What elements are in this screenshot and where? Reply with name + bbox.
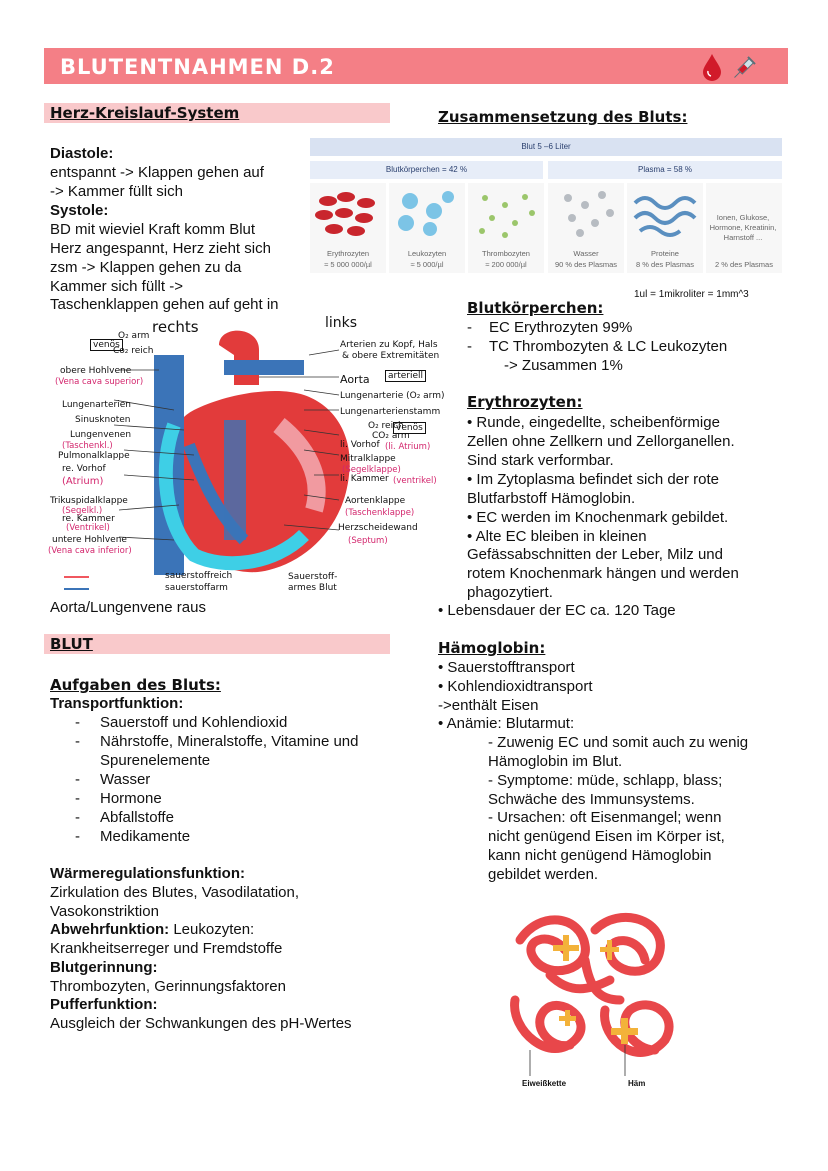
cell-ionen-name: Ionen, Glukose, Hormone, Kreatinin, Harnstoff ... (709, 213, 777, 242)
transport-item-1: Sauerstoff und Kohlendioxid (100, 714, 288, 731)
diastole-line-2: -> Kammer füllt sich (50, 183, 183, 200)
blutkoerperchen-title: Blutkörperchen: (467, 299, 604, 317)
transport-item-5: Abfallstoffe (100, 809, 174, 826)
lebensdauer: • Lebensdauer der EC ca. 120 Tage (438, 602, 676, 619)
systole-line-2: Herz angespannt, Herz zieht sich (50, 240, 271, 257)
heart-label-li-ventrikel: (ventrikel) (393, 476, 437, 486)
heart-label-untere-hohlvene: untere Hohlvene (52, 535, 127, 545)
heart-label-segelkl: (Segelklappe) (342, 465, 401, 475)
cell-ionen-value: 2 % des Plasmas (715, 260, 773, 269)
systole-label: Systole: (50, 202, 109, 219)
heart-label-links: links (325, 315, 358, 331)
cell-thr-name: Thrombozyten (482, 249, 530, 258)
heart-label-obere-extr: & obere Extremitäten (342, 351, 440, 361)
heart-label-venos: venös (90, 339, 123, 351)
cell-ery-name: Erythrozyten (326, 249, 370, 258)
haemoglobin-title: Hämoglobin: (438, 639, 546, 657)
heart-label-re-vorhof: re. Vorhof (62, 464, 106, 474)
heart-label-re-kammer: re. Kammer (62, 514, 115, 524)
heart-label-lungenvenen: Lungenvenen (70, 430, 132, 440)
anaemie-line-4: Schwäche des Immunsystems. (488, 791, 695, 808)
heart-label-aortenklappe: Aortenklappe (345, 496, 406, 506)
puffer-label: Pufferfunktion: (50, 996, 158, 1013)
heart-label-pulmonal: Pulmonalklappe (58, 451, 130, 461)
heart-label-segel: (Segelkl.) (62, 506, 103, 516)
anaemie-line-7: kann nicht genügend Hämoglobin (488, 847, 712, 864)
transport-item-4: Hormone (100, 790, 162, 807)
bk-item-2: TC Thrombozyten & LC Leukozyten (489, 338, 728, 355)
cell-wasser-name: Wasser (573, 249, 599, 258)
waerme-line-2: Vasokonstriktion (50, 903, 159, 920)
diastole-line-1: entspannt -> Klappen gehen auf (50, 164, 264, 181)
systole-line-1: BD mit wieviel Kraft komm Blut (50, 221, 256, 238)
anaemie-line-5: - Ursachen: oft Eisenmangel; wenn (488, 809, 722, 826)
systole-line-3: zsm -> Klappen gehen zu da (50, 259, 242, 276)
haemo-line-2: • Kohlendioxidtransport (438, 678, 593, 695)
gerinnung-line: Thrombozyten, Gerinnungsfaktoren (50, 978, 286, 995)
heart-label-li-vorhof: li. Vorhof (340, 440, 380, 450)
abwehr-inline: Leukozyten: (169, 921, 255, 938)
puffer-line: Ausgleich der Schwankungen des pH-Wertes (50, 1015, 352, 1032)
ery-line-2: Zellen ohne Zellkern und Zellorganellen. (467, 433, 735, 450)
heart-label-lungenarterienstamm: Lungenarterienstamm (340, 407, 441, 417)
abwehr-label: Abwehrfunktion: (50, 921, 170, 938)
heart-label-vena-cava-sup: (Vena cava superior) (55, 377, 144, 387)
abwehr-line: Krankheitserreger und Fremdstoffe (50, 940, 283, 957)
heart-label-o2reich: O₂ reich (368, 421, 404, 431)
section-title-herz: Herz-Kreislauf-System (50, 104, 240, 122)
heart-label-o2arm: O₂ arm (118, 331, 150, 341)
anaemie-line-6: nicht genügend Eisen im Körper ist, (488, 828, 725, 845)
aufgaben-title: Aufgaben des Bluts: (50, 676, 221, 694)
transport-item-2-cont: Spurenelemente (100, 752, 211, 769)
heart-label-sauerstoffarmes: Sauerstoff- (288, 572, 338, 582)
protein-label-haem: Häm (628, 1079, 646, 1088)
transport-item-6: Medikamente (100, 828, 191, 845)
heart-label-lungenarterie-o2: Lungenarterie (O₂ arm) (340, 391, 445, 401)
haemoglobin-illustration (490, 900, 690, 1080)
anaemie-line-3: - Symptome: müde, schlapp, blass; (488, 772, 723, 789)
heart-label-sinusknoten: Sinusknoten (75, 415, 131, 425)
systole-line-4: Kammer sich füllt -> (50, 278, 183, 295)
ery-line-7: • Alte EC bleiben in kleinen (467, 528, 647, 545)
diastole-label: Diastole: (50, 145, 114, 162)
table-group-plasma: Plasma = 58 % (548, 161, 782, 179)
heart-legend-reich: sauerstoffreich (165, 571, 233, 581)
ery-line-8: Gefässabschnitten der Leber, Milz und (467, 546, 723, 563)
heart-label-ventrikel: (Ventrikel) (66, 523, 110, 533)
abwehr-line-head (50, 920, 254, 939)
transport-list: - Sauerstoff und Kohlendioxid - Nährstoffe, Mineralstoffe, Vitamine und Spurenelemente - Wasser - Hormone - Abfallstoffe - Medikamente (75, 714, 359, 845)
transport-item-2: Nährstoffe, Mineralstoffe, Vitamine und (100, 733, 359, 750)
ery-line-3: Sind stark verformbar. (467, 452, 614, 469)
heart-label-venos2: venös (393, 422, 426, 434)
ery-line-6: • EC werden im Knochenmark gebildet. (467, 509, 729, 526)
bk-item-1: EC Erythrozyten 99% (489, 319, 633, 336)
heart-label-li-atrium: (li. Atrium) (385, 442, 431, 452)
heart-label-mitral: Mitralklappe (340, 454, 396, 464)
erythrozyten-title: Erythrozyten: (467, 393, 583, 411)
heart-label-trikuspidal: Trikuspidalklappe (50, 496, 128, 506)
heart-label-co2reich: Co₂ reich (113, 346, 154, 356)
zusammensetzung-title: Zusammensetzung des Bluts: (438, 108, 688, 126)
heart-label-obere-hohlvene: obere Hohlvene (60, 366, 132, 376)
table-top-header: Blut 5 –6 Liter (310, 138, 782, 156)
transport-item-3: Wasser (100, 771, 151, 788)
cell-protein-value: 8 % des Plasmas (636, 260, 694, 269)
cell-ery-value: ≈ 5 000 000/µl (324, 260, 372, 269)
waerme-label: Wärmeregulationsfunktion: (50, 865, 246, 882)
table-group-cells: Blutkörperchen = 42 % (310, 161, 543, 179)
blutkoerperchen-list: - EC Erythrozyten 99% - TC Thrombozyten & LC Leukozyten -> Zusammen 1% (467, 319, 728, 374)
cell-wasser-value: 90 % des Plasmas (554, 260, 618, 269)
heart-label-co2arm: CO₂ arm (372, 431, 410, 441)
ery-line-1: • Runde, eingedellte, scheibenförmige (467, 414, 720, 431)
bk-sub: -> Zusammen 1% (504, 357, 623, 374)
anaemie-line-1: - Zuwenig EC und somit auch zu wenig (488, 734, 749, 751)
section-highlight-blut (44, 634, 390, 654)
anaemie-line-2: Hämoglobin im Blut. (488, 753, 623, 770)
heart-label-lungenarterien: Lungenarterien (62, 400, 131, 410)
heart-label-aorta: Aorta (340, 373, 370, 386)
cell-leu-name: Leukozyten (407, 249, 447, 258)
protein-label-eiweisskette: Eiweißkette (522, 1079, 567, 1088)
heart-label-taschenkl2: (Taschenklappe) (345, 508, 415, 518)
haemo-line-1: • Sauerstofftransport (438, 659, 575, 676)
heart-label-li-kammer: li. Kammer (340, 474, 389, 484)
aorta-note: Aorta/Lungenvene raus (50, 599, 206, 616)
blood-drop-icon (700, 52, 724, 87)
heart-label-armes-blut: armes Blut (288, 583, 337, 593)
ery-line-5: Blutfarbstoff Hämoglobin. (467, 490, 636, 507)
heart-label-arteriell: arteriell (385, 370, 426, 382)
haemo-line-3: ->enthält Eisen (438, 697, 539, 714)
transport-label: Transportfunktion: (50, 695, 184, 712)
cell-protein-name: Proteine (651, 249, 679, 258)
heart-label-septum: (Septum) (348, 536, 388, 546)
systole-line-5: Taschenklappen gehen auf geht in (50, 296, 279, 313)
heart-label-arterien-kopf: Arterien zu Kopf, Hals (340, 340, 438, 350)
waerme-line-1: Zirkulation des Blutes, Vasodilatation, (50, 884, 300, 901)
ery-line-10: phagozytiert. (467, 584, 553, 601)
syringe-icon (728, 54, 758, 89)
heart-label-vena-cava-inf: (Vena cava inferior) (48, 546, 132, 556)
ery-line-9: rotem Knochenmark hängen und werden (467, 565, 739, 582)
page-title: BLUTENTNAHMEN D.2 (60, 55, 335, 79)
heart-label-rechts: rechts (152, 318, 199, 336)
gerinnung-label: Blutgerinnung: (50, 959, 158, 976)
ery-line-4: • Im Zytoplasma befindet sich der rote (467, 471, 720, 488)
cell-thr-value: ≈ 200 000/µl (485, 260, 527, 269)
cell-leu-value: ≈ 5 000/µl (410, 260, 444, 269)
heart-legend-arm: sauerstoffarm (165, 583, 228, 593)
unit-note: 1ul = 1mikroliter = 1mm^3 (634, 289, 749, 300)
anaemie-line-8: gebildet werden. (488, 866, 599, 883)
haemo-line-4: • Anämie: Blutarmut: (438, 715, 575, 732)
section-title-blut: BLUT (50, 635, 93, 653)
heart-label-taschenkl: (Taschenkl.) (62, 441, 113, 451)
heart-label-herzscheidewand: Herzscheidewand (338, 523, 418, 533)
heart-label-atrium: (Atrium) (62, 476, 104, 487)
